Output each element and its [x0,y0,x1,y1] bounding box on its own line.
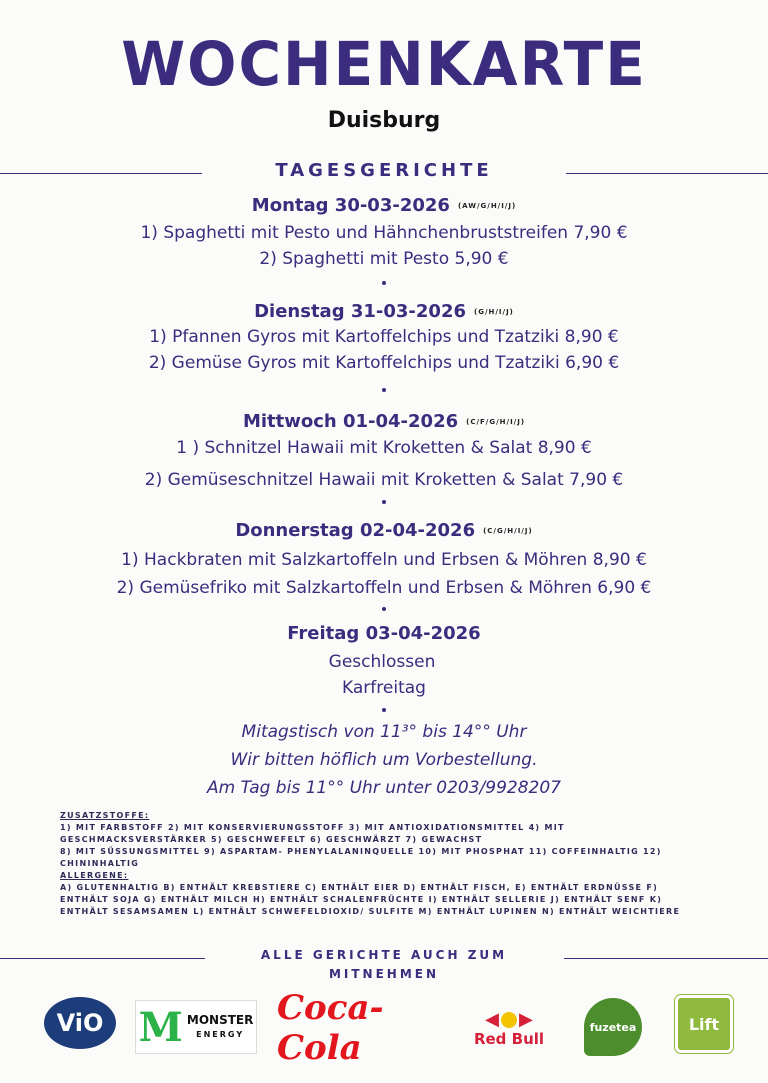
day-heading-friday [0,623,768,644]
monster-logo-text [187,1014,253,1041]
red-bull-text: Red Bull [473,1029,545,1048]
vio-logo-text: ViO [56,1009,104,1037]
allergens-title: ALLERGENE: [60,871,129,880]
day-heading-wednesday [0,411,768,432]
separator-dot [382,708,386,712]
takeaway-line-2: MITNEHMEN [328,967,440,981]
city-name: Duisburg [327,108,441,133]
separator-dot [382,281,386,285]
day-title: Freitag 03-04-2026 [287,623,481,644]
lift-logo [675,995,733,1053]
fuzetea-logo [584,998,642,1056]
holiday-note: Karfreitag [342,678,426,698]
day-title: Mittwoch 01-04-2026 [242,411,459,432]
page-title: WOCHENKARTE [121,28,647,100]
divider-right [566,173,768,174]
day-title: Montag 30-03-2026 [251,195,450,216]
dish-item: 1) Hackbraten mit Salzkartoffeln und Erbsen & Möhren 8,90 € [121,550,647,570]
day-title: Donnerstag 02-04-2026 [235,520,476,541]
legal-block [60,810,710,918]
dish-item: 1 ) Schnitzel Hawaii mit Kroketten & Salat 8,90 € [176,438,592,458]
dish-item: 2) Gemüsefriko mit Salzkartoffeln und Erbsen & Möhren 6,90 € [116,578,652,598]
monster-logo [135,1000,257,1054]
day-allergens: (AW/G/H/I/J) [457,202,517,210]
day-heading-tuesday [0,301,768,322]
takeaway-line-1: ALLE GERICHTE AUCH ZUM [260,948,508,962]
monster-text-1: MONSTER [186,1012,254,1027]
dish-item: 1) Pfannen Gyros mit Kartoffelchips und Tzatziki 8,90 € [149,327,619,347]
closed-note: Geschlossen [328,652,436,672]
separator-dot [382,500,386,504]
preorder-note: Wir bitten höflich um Vorbestellung. [230,750,538,770]
coca-cola-text: Coca-Cola [277,988,384,1068]
day-title: Dienstag 31-03-2026 [254,301,466,322]
monster-text-2: ENERGY [196,1029,245,1039]
separator-dot [382,388,386,392]
monster-claw-icon: M [138,1003,183,1051]
additives-list-2: 8) MIT SÜSSUNGSMITTEL 9) ASPARTAM- PHENYLALANINQUELLE 10) MIT PHOSPHAT 11) COFFEINHALTIG 12) CHININHALTIG [60,847,662,868]
separator-dot [382,607,386,611]
day-heading-monday [0,195,768,216]
dish-item: 2) Gemüse Gyros mit Kartoffelchips und Tzatziki 6,90 € [148,353,620,373]
takeaway-heading [0,946,768,984]
additives-title: ZUSATZSTOFFE: [60,811,150,820]
red-bull-logo [468,1002,550,1054]
day-allergens: (C/G/H/I/J) [483,527,533,535]
vio-logo [44,997,116,1049]
lunch-hours: Mitagstisch von 11³° bis 14°° Uhr [241,722,527,742]
dish-item: 1) Spaghetti mit Pesto und Hähnchenbruststreifen 7,90 € [140,223,628,243]
lift-text: Lift [688,1014,720,1034]
red-bull-icon: ◀ ▶ [485,1008,533,1030]
additives-list-1: 1) MIT FARBSTOFF 2) MIT KONSERVIERUNGSSTOFF 3) MIT ANTIOXIDATIONSMITTEL 4) MIT GESCHMACKSVERSTÄRKER 5) GESCHWEFELT 6) GESCHWÄRZT 7) GEWACHST [60,823,565,844]
fuzetea-text: fuzetea [589,1020,637,1034]
coca-cola-logo [277,988,433,1068]
day-heading-thursday [0,520,768,541]
section-heading: TAGESGERICHTE [275,160,493,181]
divider-right-footer [564,958,768,959]
day-allergens: (C/F/G/H/I/J) [466,418,526,426]
phone-note: Am Tag bis 11°° Uhr unter 0203/9928207 [207,778,561,798]
day-allergens: (G/H/I/J) [474,308,514,316]
allergens-list: A) GLUTENHALTIG B) ENTHÄLT KREBSTIERE C) ENTHÄLT EIER D) ENTHÄLT FISCH, E) ENTHÄLT ERDNÜSSE F) ENTHÄLT SOJA G) ENTHÄLT MILCH H) ENTHÄLT SCHALENFRÜCHTE I) ENTHÄLT SELLERIE J) ENTHÄLT SENF K) ENTHÄLT SESAMSAMEN L) ENTHÄLT SCHWEFELDIOXID/ SULFITE M) ENTHÄLT LUPINEN N) ENTHÄLT WEICHTIERE [60,883,681,916]
dish-item: 2) Spaghetti mit Pesto 5,90 € [259,249,509,269]
dish-item: 2) Gemüseschnitzel Hawaii mit Kroketten & Salat 7,90 € [144,470,624,490]
